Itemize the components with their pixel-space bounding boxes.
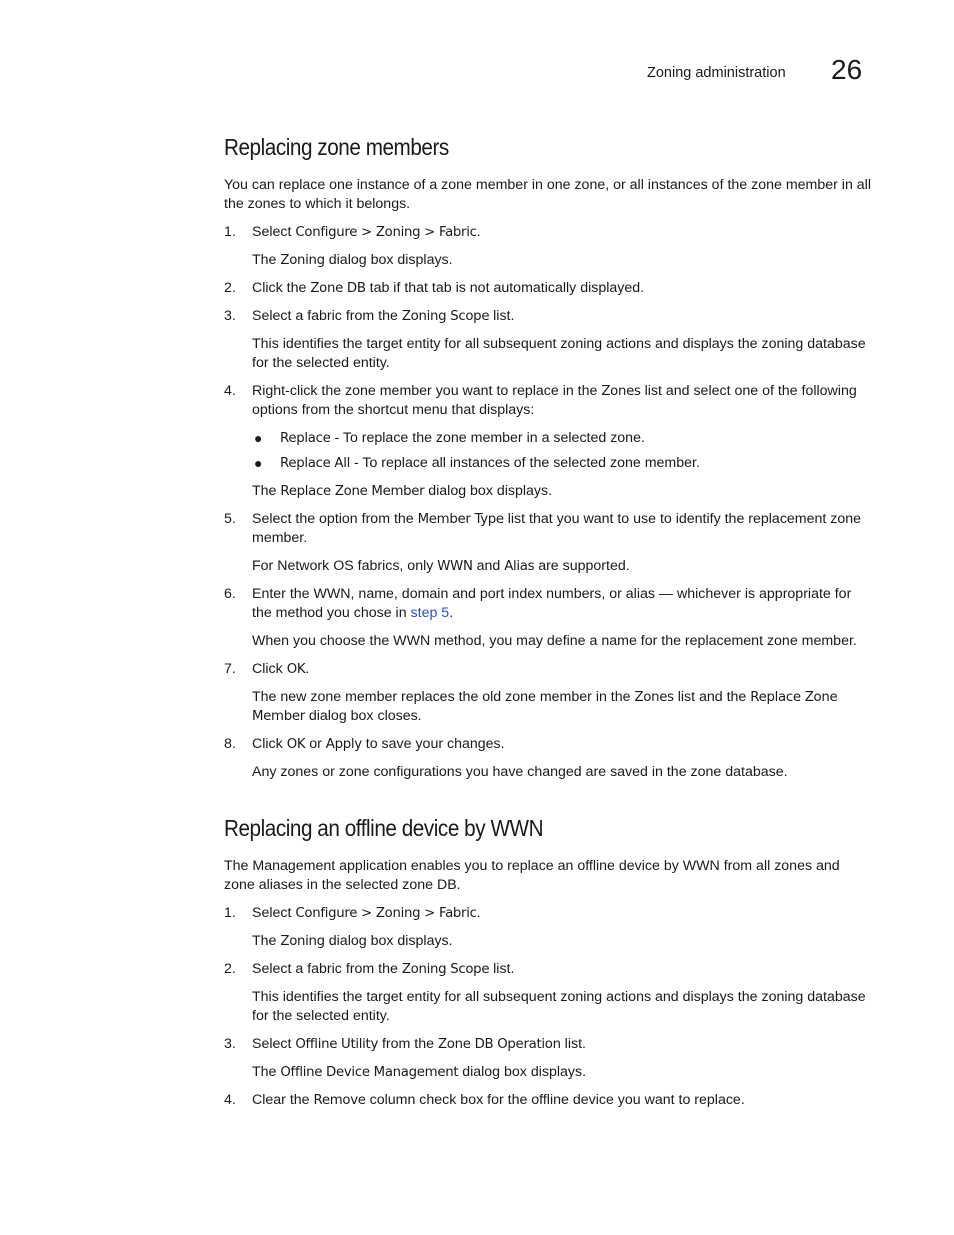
note-text: are supported. xyxy=(534,558,630,574)
step-text: Enter the WWN, name, domain and port index numbers, or alias — whichever is appropriate for the method you chose in xyxy=(252,586,852,621)
step-item xyxy=(224,960,872,979)
ui-term: Zone DB Operation xyxy=(437,1037,561,1052)
step-number: 7. xyxy=(224,661,236,677)
step-text: column check box for the offline device you want to replace. xyxy=(365,1092,745,1108)
ui-term: Alias xyxy=(504,559,535,574)
step-item xyxy=(224,510,872,548)
ui-term: Configure > Zoning > Fabric xyxy=(295,906,477,921)
step-text: Right-click the zone member you want to replace in the xyxy=(252,383,602,399)
step-item xyxy=(224,1035,872,1054)
ui-term: Replace xyxy=(280,431,331,446)
note-text: dialog box displays. xyxy=(324,252,453,268)
step-text: Select a fabric from the xyxy=(252,961,402,977)
bullet-item xyxy=(224,429,872,448)
step-note: This identifies the target entity for all subsequent zoning actions and displays the zoning database for the selected entity. xyxy=(252,336,866,371)
step-5-link[interactable]: step 5 xyxy=(410,605,450,621)
step-text: list. xyxy=(489,961,515,977)
step-text: Select xyxy=(252,1036,296,1052)
ui-term: Zones xyxy=(601,384,641,399)
step-number: 2. xyxy=(224,961,236,977)
ui-term: Offline Utility xyxy=(295,1037,379,1052)
step-note: This identifies the target entity for all subsequent zoning actions and displays the zoning database for the selected entity. xyxy=(252,989,866,1024)
note-text: For Network OS fabrics, only xyxy=(252,558,438,574)
ui-term: Member Type xyxy=(417,512,504,527)
step-text: . xyxy=(449,605,454,621)
page-content xyxy=(224,132,872,1119)
section-intro: You can replace one instance of a zone member in one zone, or all instances of the zone member in all the zones to which it belongs. xyxy=(224,177,871,212)
note-text: dialog box displays. xyxy=(324,933,453,949)
ui-term: OK xyxy=(286,737,306,752)
step-item xyxy=(224,307,872,326)
running-header-title: Zoning administration xyxy=(647,65,786,81)
step-text: tab if that tab is not automatically displayed. xyxy=(365,280,645,296)
step-note xyxy=(224,251,872,270)
ui-term: Zone DB xyxy=(310,281,366,296)
bullet-item xyxy=(224,454,872,473)
step-number: 5. xyxy=(224,511,236,527)
note-text: dialog box displays. xyxy=(458,1064,587,1080)
ui-term: Replace Zone Member xyxy=(280,484,425,499)
step-number: 3. xyxy=(224,308,236,324)
ui-term: Zoning Scope xyxy=(401,309,490,324)
note-text: and xyxy=(472,558,505,574)
step-text: list. xyxy=(560,1036,586,1052)
step-text: Select a fabric from the xyxy=(252,308,402,324)
ui-term: Zoning xyxy=(280,253,325,268)
step-number: 4. xyxy=(224,383,236,399)
step-item xyxy=(224,223,872,242)
step-text: Click the xyxy=(252,280,311,296)
ui-term: Zoning xyxy=(280,934,325,949)
step-item xyxy=(224,660,872,679)
step-number: 8. xyxy=(224,736,236,752)
step-text: to save your changes. xyxy=(361,736,505,752)
step-number: 1. xyxy=(224,224,236,240)
ui-term: Offline Device Management xyxy=(280,1065,459,1080)
note-text: The xyxy=(252,933,281,949)
note-text: dialog box displays. xyxy=(424,483,553,499)
ui-term: OK xyxy=(286,662,306,677)
note-text: The xyxy=(252,483,281,499)
step-text: or xyxy=(305,736,326,752)
bullet-text: - To replace all instances of the selected zone member. xyxy=(350,455,700,471)
step-number: 6. xyxy=(224,586,236,602)
step-item xyxy=(224,1091,872,1110)
step-text: list that you want to use to identify the replacement zone member. xyxy=(252,511,862,546)
step-note xyxy=(224,1063,872,1082)
note-text: dialog box closes. xyxy=(304,708,422,724)
step-note: Any zones or zone configurations you have changed are saved in the zone database. xyxy=(252,764,788,780)
step-note xyxy=(224,932,872,951)
note-text: The xyxy=(252,1064,281,1080)
step-item xyxy=(224,279,872,298)
step-item xyxy=(224,382,872,420)
bullet-icon: ● xyxy=(254,430,263,446)
step-text: Select xyxy=(252,224,296,240)
step-text: Clear the xyxy=(252,1092,314,1108)
step-text: from the xyxy=(378,1036,438,1052)
note-text: The xyxy=(252,252,281,268)
step-text: list and select one of the following options from the shortcut menu that displays: xyxy=(252,383,857,418)
step-text: Select xyxy=(252,905,296,921)
step-text: list. xyxy=(489,308,515,324)
step-number: 4. xyxy=(224,1092,236,1108)
step-note xyxy=(224,482,872,501)
step-note: When you choose the WWN method, you may define a name for the replacement zone member. xyxy=(252,633,857,649)
step-item xyxy=(224,904,872,923)
step-text: . xyxy=(476,905,481,921)
chapter-number: 26 xyxy=(831,54,863,85)
bullet-icon: ● xyxy=(254,455,263,471)
step-item xyxy=(224,735,872,754)
ui-term: Configure > Zoning > Fabric xyxy=(295,225,477,240)
step-item xyxy=(224,585,872,623)
section-heading-replacing-zone-members: Replacing zone members xyxy=(224,134,449,160)
ui-term: WWN xyxy=(437,559,473,574)
ui-term: Apply xyxy=(325,737,362,752)
step-note xyxy=(224,557,872,576)
note-text: list and the xyxy=(673,689,751,705)
ui-term: Replace Zone Member xyxy=(252,690,838,724)
section-intro: The Management application enables you to replace an offline device by WWN from all zones and zone aliases in the selected zone DB. xyxy=(224,858,840,893)
step-text: Click xyxy=(252,736,287,752)
step-text: Select the option from the xyxy=(252,511,418,527)
note-text: The new zone member replaces the old zone member in the xyxy=(252,689,635,705)
step-number: 3. xyxy=(224,1036,236,1052)
step-text: . xyxy=(476,224,481,240)
ui-term: Zoning Scope xyxy=(401,962,490,977)
step-text: . xyxy=(305,661,310,677)
step-number: 2. xyxy=(224,280,236,296)
bullet-text: - To replace the zone member in a selected zone. xyxy=(330,430,645,446)
step-note xyxy=(224,688,872,726)
step-text: Click xyxy=(252,661,287,677)
step-number: 1. xyxy=(224,905,236,921)
ui-term: Zones xyxy=(634,690,674,705)
ui-term: Remove xyxy=(313,1093,366,1108)
ui-term: Replace All xyxy=(280,456,351,471)
section-heading-replacing-offline-device: Replacing an offline device by WWN xyxy=(224,815,544,841)
